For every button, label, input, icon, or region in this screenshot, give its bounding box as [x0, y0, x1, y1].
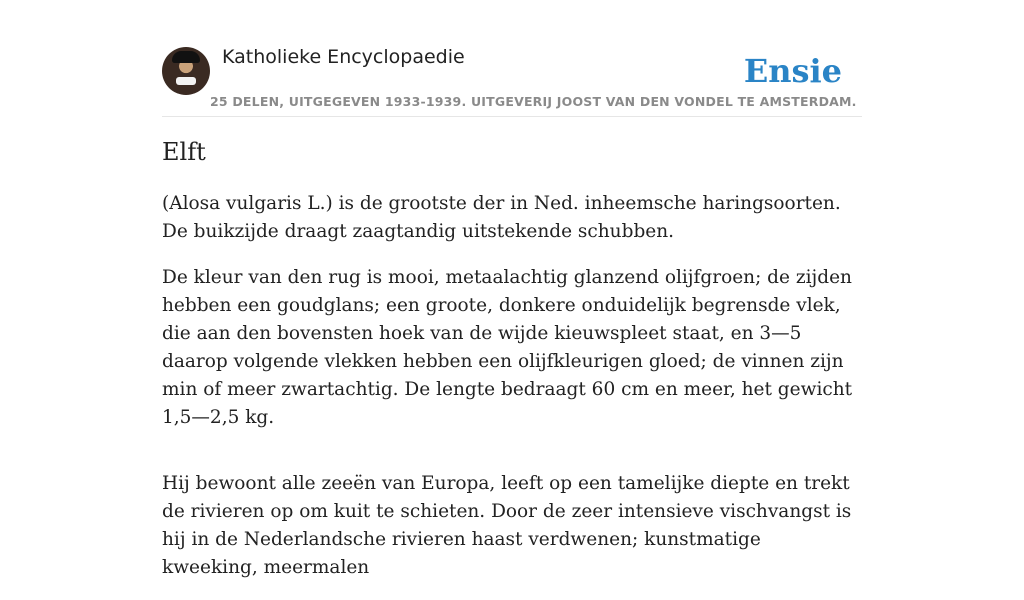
source-title[interactable]: Katholieke Encyclopaedie	[222, 46, 465, 68]
article-paragraph-3: Hij bewoont alle zeeën van Europa, leeft op een tamelijke diepte en trekt de rivieren op om kuit te schieten. Door de zeer intensieve vischvangst is hij in de Nederlandsche rivieren haast verdwenen; kunstmatige kweeking, meermalen	[162, 473, 852, 578]
author-avatar[interactable]	[162, 47, 210, 95]
source-header	[162, 44, 862, 117]
source-meta: 25 DELEN, UITGEGEVEN 1933-1939. UITGEVERIJ JOOST VAN DEN VONDEL TE AMSTERDAM.	[210, 94, 857, 109]
brand-logo[interactable]: Ensie	[743, 52, 842, 90]
avatar-hat	[172, 51, 200, 63]
article-title: Elft	[162, 138, 206, 166]
article-paragraph-2: De kleur van den rug is mooi, metaalachtig glanzend olijfgroen; de zijden hebben een goudglans; een groote, donkere onduidelijk begrensde vlek, die aan den bovensten hoek van de wijde kieuwspleet staat, en 3—5 daarop volgende vlekken hebben een olijfkleurigen gloed; de vinnen zijn min of meer zwartachtig. De lengte bedraagt 60 cm en meer, het gewicht 1,5—2,5 kg.	[162, 267, 853, 428]
avatar-collar	[176, 77, 196, 85]
article-paragraph-1: (Alosa vulgaris L.) is de grootste der in Ned. inheemsche haringsoorten. De buikzijde draagt zaagtandig uitstekende schubben.	[162, 193, 841, 242]
article	[162, 138, 862, 600]
